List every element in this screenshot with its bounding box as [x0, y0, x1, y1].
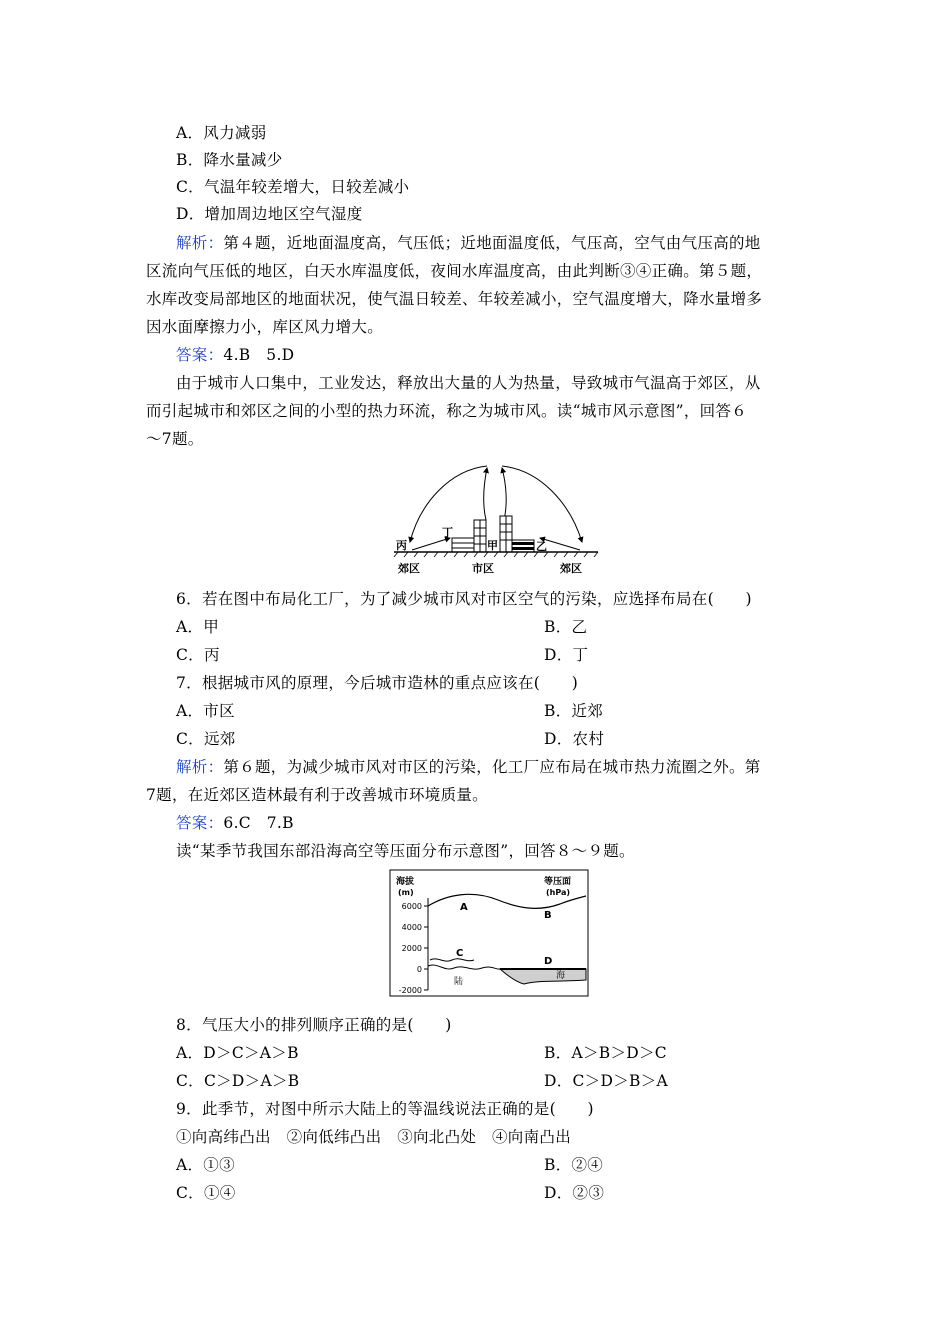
- tick-0: 0: [416, 965, 422, 974]
- circulation-arrow-right-descend: [502, 466, 582, 542]
- label-a: A: [460, 902, 468, 913]
- q8-option-c: C．C＞D＞A＞B: [176, 1072, 300, 1090]
- q9-option-c: C．①④: [176, 1184, 236, 1202]
- analysis-4-5-line2: 区流向气压低的地区，白天水库温度低，夜间水库温度高，由此判断③④正确。第５题，: [146, 262, 763, 280]
- isobar-title: 等压面: [544, 877, 572, 887]
- intro-6-7-line3: ～7题。: [146, 430, 204, 448]
- q5-option-a: A．风力减弱: [176, 124, 267, 142]
- q5-option-d: D．增加周边地区空气湿度: [176, 205, 363, 223]
- circulation-arrow-right-rise: [502, 468, 506, 520]
- isobar-unit: (hPa): [546, 888, 571, 897]
- label-bing: 丙: [396, 539, 407, 552]
- tick-2000: 2000: [401, 944, 422, 953]
- surface-arrow-left: [412, 538, 450, 550]
- tick-6000: 6000: [401, 902, 422, 911]
- factory-block: [512, 547, 534, 550]
- label-yi: 乙: [536, 540, 547, 553]
- analysis-4-5-line3: 水库改变局部地区的地面状况，使气温日较差、年较差减小，空气温度增大，降水量增多: [146, 290, 763, 308]
- y-axis-unit: (m): [398, 888, 414, 897]
- q6-option-c: C．丙: [176, 646, 220, 664]
- label-ding: 丁: [442, 526, 453, 539]
- intro-6-7-line2: 而引起城市和郊区之间的小型的热力环流，称之为城市风。读“城市风示意图”，回答６: [146, 402, 748, 420]
- q7-option-a: A．市区: [176, 702, 235, 720]
- q6-option-d: D．丁: [544, 646, 589, 664]
- analysis-label: 解析：: [176, 758, 224, 776]
- analysis-4-5-line1: [176, 232, 761, 254]
- q7-option-c: C．远郊: [176, 730, 236, 748]
- factory-block: [512, 542, 534, 545]
- answer-6-7: [176, 812, 294, 834]
- q6-option-b: B．乙: [544, 618, 588, 636]
- q7-option-b: B．近郊: [544, 702, 604, 720]
- q5-option-c: C．气温年较差增大，日较差减小: [176, 178, 410, 196]
- q7-stem: 7．根据城市风的原理，今后城市造林的重点应该在( ): [176, 674, 579, 692]
- q8-option-d: D．C＞D＞B＞A: [544, 1072, 668, 1090]
- analysis-text: 第４题，近地面温度高，气压低；近地面温度低，气压高，空气由气压高的地: [223, 234, 761, 252]
- analysis-label: 解析：: [176, 234, 224, 252]
- label-jia: 甲: [487, 539, 498, 552]
- q6-option-a: A．甲: [176, 618, 220, 636]
- analysis-4-5-line4: 因水面摩擦力小，库区风力增大。: [146, 318, 384, 336]
- q9-choices: ①向高纬凸出 ②向低纬凸出 ③向北凸处 ④向南凸出: [176, 1128, 572, 1146]
- isobaric-surface-diagram: [388, 868, 592, 1006]
- circulation-arrow-left-rise: [484, 468, 487, 520]
- label-land: 陆: [454, 977, 464, 987]
- q9-option-b: B．②④: [544, 1156, 604, 1174]
- q9-option-d: D．②③: [544, 1184, 605, 1202]
- label-suburb-right: 郊区: [560, 562, 582, 575]
- intro-6-7-line1: 由于城市人口集中，工业发达，释放出大量的人为热量，导致城市气温高于郊区，从: [176, 374, 761, 392]
- tick-4000: 4000: [401, 923, 422, 932]
- label-city: 市区: [472, 562, 494, 575]
- q9-stem: 9．此季节，对图中所示大陆上的等温线说法正确的是( ): [176, 1100, 594, 1118]
- answer-4-5: [176, 344, 294, 366]
- label-c: C: [456, 948, 464, 959]
- q8-stem: 8．气压大小的排列顺序正确的是( ): [176, 1016, 452, 1034]
- q8-option-a: A．D＞C＞A＞B: [176, 1044, 299, 1062]
- urban-wind-diagram: [390, 458, 602, 578]
- q7-option-d: D．农村: [544, 730, 605, 748]
- answer-label: 答案：: [176, 814, 224, 832]
- label-sea: 海: [556, 971, 566, 981]
- q9-option-a: A．①③: [176, 1156, 235, 1174]
- answer-value: 4.B 5.D: [223, 346, 295, 364]
- label-b: B: [544, 910, 552, 921]
- y-axis-title: 海拔: [396, 877, 415, 887]
- tick-minus-2000: -2000: [398, 986, 422, 995]
- q8-option-b: B．A＞B＞D＞C: [544, 1044, 667, 1062]
- analysis-6-7-line1: [176, 756, 761, 778]
- q6-stem: 6．若在图中布局化工厂，为了减少城市风对市区空气的污染，应选择布局在( ): [176, 590, 752, 608]
- analysis-text: 第６题，为减少城市风对市区的污染，化工厂应布局在城市热力流圈之外。第: [223, 758, 761, 776]
- q5-option-b: B．降水量减少: [176, 151, 283, 169]
- answer-label: 答案：: [176, 346, 224, 364]
- label-suburb-left: 郊区: [398, 562, 420, 575]
- label-d: D: [544, 956, 553, 967]
- intro-8-9: 读“某季节我国东部沿海高空等压面分布示意图”，回答８～９题。: [176, 842, 635, 860]
- analysis-6-7-line2: 7题，在近郊区造林最有利于改善城市环境质量。: [146, 786, 488, 804]
- answer-value: 6.C 7.B: [223, 814, 294, 832]
